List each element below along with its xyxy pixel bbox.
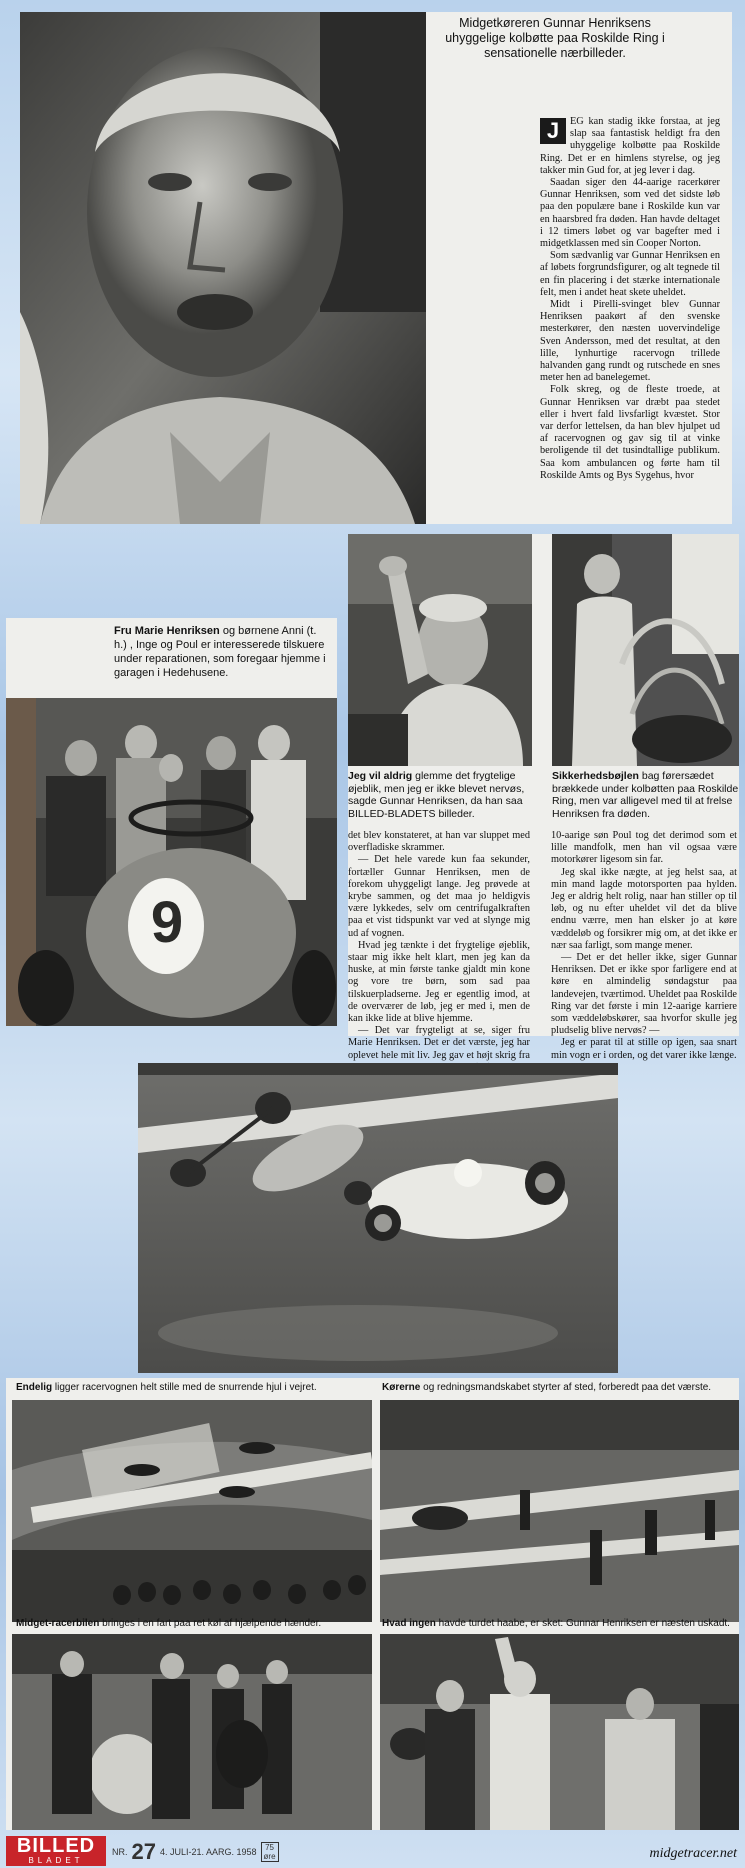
- column-left-paragraph: — Det var frygteligt at se, siger fru Marie Henriksen. Det er det værste, jeg har oplevet hele mit liv. Jeg gav et højt skrig fra: [348, 1025, 530, 1061]
- caption-righted-bold: Midget-racerbilen: [16, 1618, 100, 1629]
- watermark: midgetracer.net: [649, 1846, 737, 1861]
- family-caption: [114, 624, 332, 680]
- logo-bottom: BLADET: [28, 1856, 84, 1865]
- family-caption-bold: Fru Marie Henriksen: [114, 625, 220, 637]
- column-right-paragraph: — Det er det heller ikke, siger Gunnar Henriksen. Det er ikke spor farligere end at køre en almindelig søndagstur paa landevejen, tværtimod. Uheldet paa Roskilde Ring var det første i min 12-aarige karriere som væddeløbskører, saa hvorfor skulle jeg pludselig blive nervøs? —: [551, 952, 737, 1037]
- caption-unharmed: [382, 1618, 737, 1631]
- rescue-run-photo: [380, 1400, 739, 1622]
- family-caption-text: og børnene Anni (t. h.) , Inge og Poul er interesserede tilskuere under reparationen, som foregaar hjemme i garagen i Hedehusene.: [114, 625, 326, 679]
- column-left: [348, 830, 530, 1086]
- intro-paragraph: Folk skreg, og de fleste troede, at Gunnar Henriksen var dræbt paa stedet eller i hvert fald livsfarligt kvæstet. Stor var derfor lettelsen, da han blev hjulpet ud af racervognen og gav sig til at vinke beroligende til det tusindtallige publikum. Saa kom ambulancen og førte ham til Roskilde Amts og Bys Sygehus, hvor: [540, 384, 720, 481]
- family-garage-photo: [6, 698, 337, 1026]
- crash-photo: [138, 1063, 618, 1373]
- caption-rescue-run: [382, 1382, 737, 1395]
- intro-paragraph: EG kan stadig ikke forstaa, at jeg slap saa fantastisk heldigt fra den uhyggelige kolbøtte paa Roskilde Ring. Det er en himlens styrelse, og jeg takker min Gud for, at jeg lever i dag.: [540, 116, 720, 176]
- car-righted-photo: [12, 1634, 372, 1830]
- gunnar-hand-on-head-photo: [348, 534, 532, 766]
- article-columns: [348, 826, 739, 1061]
- intro-paragraph: Saadan siger den 44-aarige racerkører Gunnar Henriksen, som ved det sidste løb paa den populære bane i Roskilde kun var en haarsbred fra døden. Han havde deltaget i 12 timers løbet og var bagefter med i midgetklassen med sin Cooper Norton.: [540, 177, 720, 250]
- price-value: 75: [265, 1843, 274, 1852]
- logo-top: BILLED: [16, 1835, 96, 1857]
- caption-never-forget-bold: Jeg vil aldrig: [348, 770, 413, 782]
- article-headline: Midgetkøreren Gunnar Henriksens uhyggelige kolbøtte paa Roskilde Ring i sensationelle nærbilleder.: [445, 16, 665, 60]
- car-number: 9: [150, 890, 184, 955]
- column-right: [551, 830, 737, 1062]
- bottom-photo-grid: [6, 1378, 739, 1830]
- track-overview-photo: [12, 1400, 372, 1622]
- caption-never-forget: [348, 770, 532, 820]
- intro-paragraph: Som sædvanlig var Gunnar Henriksen en af løbets forgrundsfigurer, og alt tegnede til en fin placering i det stærke internationale felt, men i andet heat skete uheldet.: [540, 250, 720, 298]
- caption-unharmed-bold: Hvad ingen: [382, 1618, 436, 1629]
- dropcap: J: [540, 118, 566, 144]
- caption-safety-bar-text: bag førersædet brækkede under kolbøtten paa Roskilde Ring, men var alligevel med til at frelse Henriksen fra døden.: [552, 770, 739, 820]
- family-panel: [6, 618, 337, 1026]
- caption-rescue-run-bold: Kørerne: [382, 1382, 421, 1393]
- footer-bar: [6, 1836, 739, 1866]
- portrait-photo: [20, 12, 426, 524]
- caption-upside-down-bold: Endelig: [16, 1382, 53, 1393]
- caption-safety-bar-bold: Sikkerhedsbøjlen: [552, 770, 639, 782]
- caption-unharmed-text: havde turdet haabe, er sket: Gunnar Henriksen er næsten uskadt.: [435, 1618, 730, 1629]
- caption-righted: [16, 1618, 374, 1631]
- issue-number-label: NR.: [112, 1847, 128, 1857]
- column-left-paragraph: — Det hele varede kun faa sekunder, fortæller Gunnar Henriksen, men de forekom uhyggeligt lange. Jeg prøvede at krybe sammen, og det maa jo heldigvis være lykkedes, selv om centrifugalkraften paa et vist tidspunkt var ved at slynge mig ud af vognen.: [348, 854, 530, 939]
- column-left-paragraph: Hvad jeg tænkte i det frygtelige øjeblik, staar mig ikke helt klart, men jeg kan da huske, at min første tanke gjaldt min kone og vore tre børn, som sad paa tilskuerpladserne. Jeg er egentlig imod, at de overværer de løb, jeg er med i, men de kan ikke lide at blive hjemme.: [348, 939, 530, 1025]
- column-right-paragraph: 10-aarige søn Poul tog det derimod som et lille mandfolk, men han vil ogsaa være motorkører ligesom sin far.: [551, 830, 737, 866]
- intro-text-panel: [426, 12, 732, 524]
- caption-rescue-run-text: og redningsmandskabet styrter af sted, forberedt paa det værste.: [420, 1382, 712, 1393]
- caption-upside-down-text: ligger racervognen helt stille med de snurrende hjul i vejret.: [52, 1382, 317, 1393]
- issue-number: 27: [131, 1839, 156, 1864]
- driver-unharmed-photo: [380, 1634, 739, 1830]
- caption-righted-text: bringes i en fart paa ret køl af hjælpende hænder.: [99, 1618, 322, 1629]
- price-box: [261, 1842, 279, 1862]
- issue-date: 4. JULI-21. AARG. 1958: [159, 1847, 257, 1857]
- caption-upside-down: [16, 1382, 374, 1395]
- caption-safety-bar: [552, 770, 739, 820]
- price-unit: øre: [263, 1852, 276, 1861]
- intro-paragraph: Midt i Pirelli-svinget blev Gunnar Henriksen paakørt af den svenske mesterkører, den næsten uovervindelige Sven Andersson, med det resultat, at den lille, lynhurtige racervogn trillede halvanden gang rundt og rutschede en snes meter hen ad banelegemet.: [540, 299, 720, 384]
- workshop-panel: [348, 534, 739, 826]
- magazine-logo: [6, 1836, 106, 1866]
- caption-never-forget-text: glemme det frygtelige øjeblik, men jeg er ikke blevet nervøs, sagde Gunnar Henriksen, da han saa BILLED-BLADETS billeder.: [348, 770, 525, 820]
- column-left-paragraph: det blev konstateret, at han var sluppet med overfladiske skrammer.: [348, 830, 530, 854]
- column-right-paragraph: Jeg er parat til at stille op igen, saa snart min vogn er i orden, og det varer ikke længe.: [551, 1037, 737, 1061]
- issue-info: [112, 1840, 279, 1864]
- intro-body: [540, 116, 720, 482]
- safety-bar-photo: [552, 534, 739, 766]
- column-right-paragraph: Jeg skal ikke nægte, at jeg helst saa, at min mand lagde motorsporten paa hylden. Jeg er aldrig helt rolig, naar han stiller op til løb, og nu efter uheldet vil det da blive endnu værre, men han elsker jo at køre væddeløb og forsikrer mig om, at det ikke er nær saa farligt, som mange mener.: [551, 866, 737, 951]
